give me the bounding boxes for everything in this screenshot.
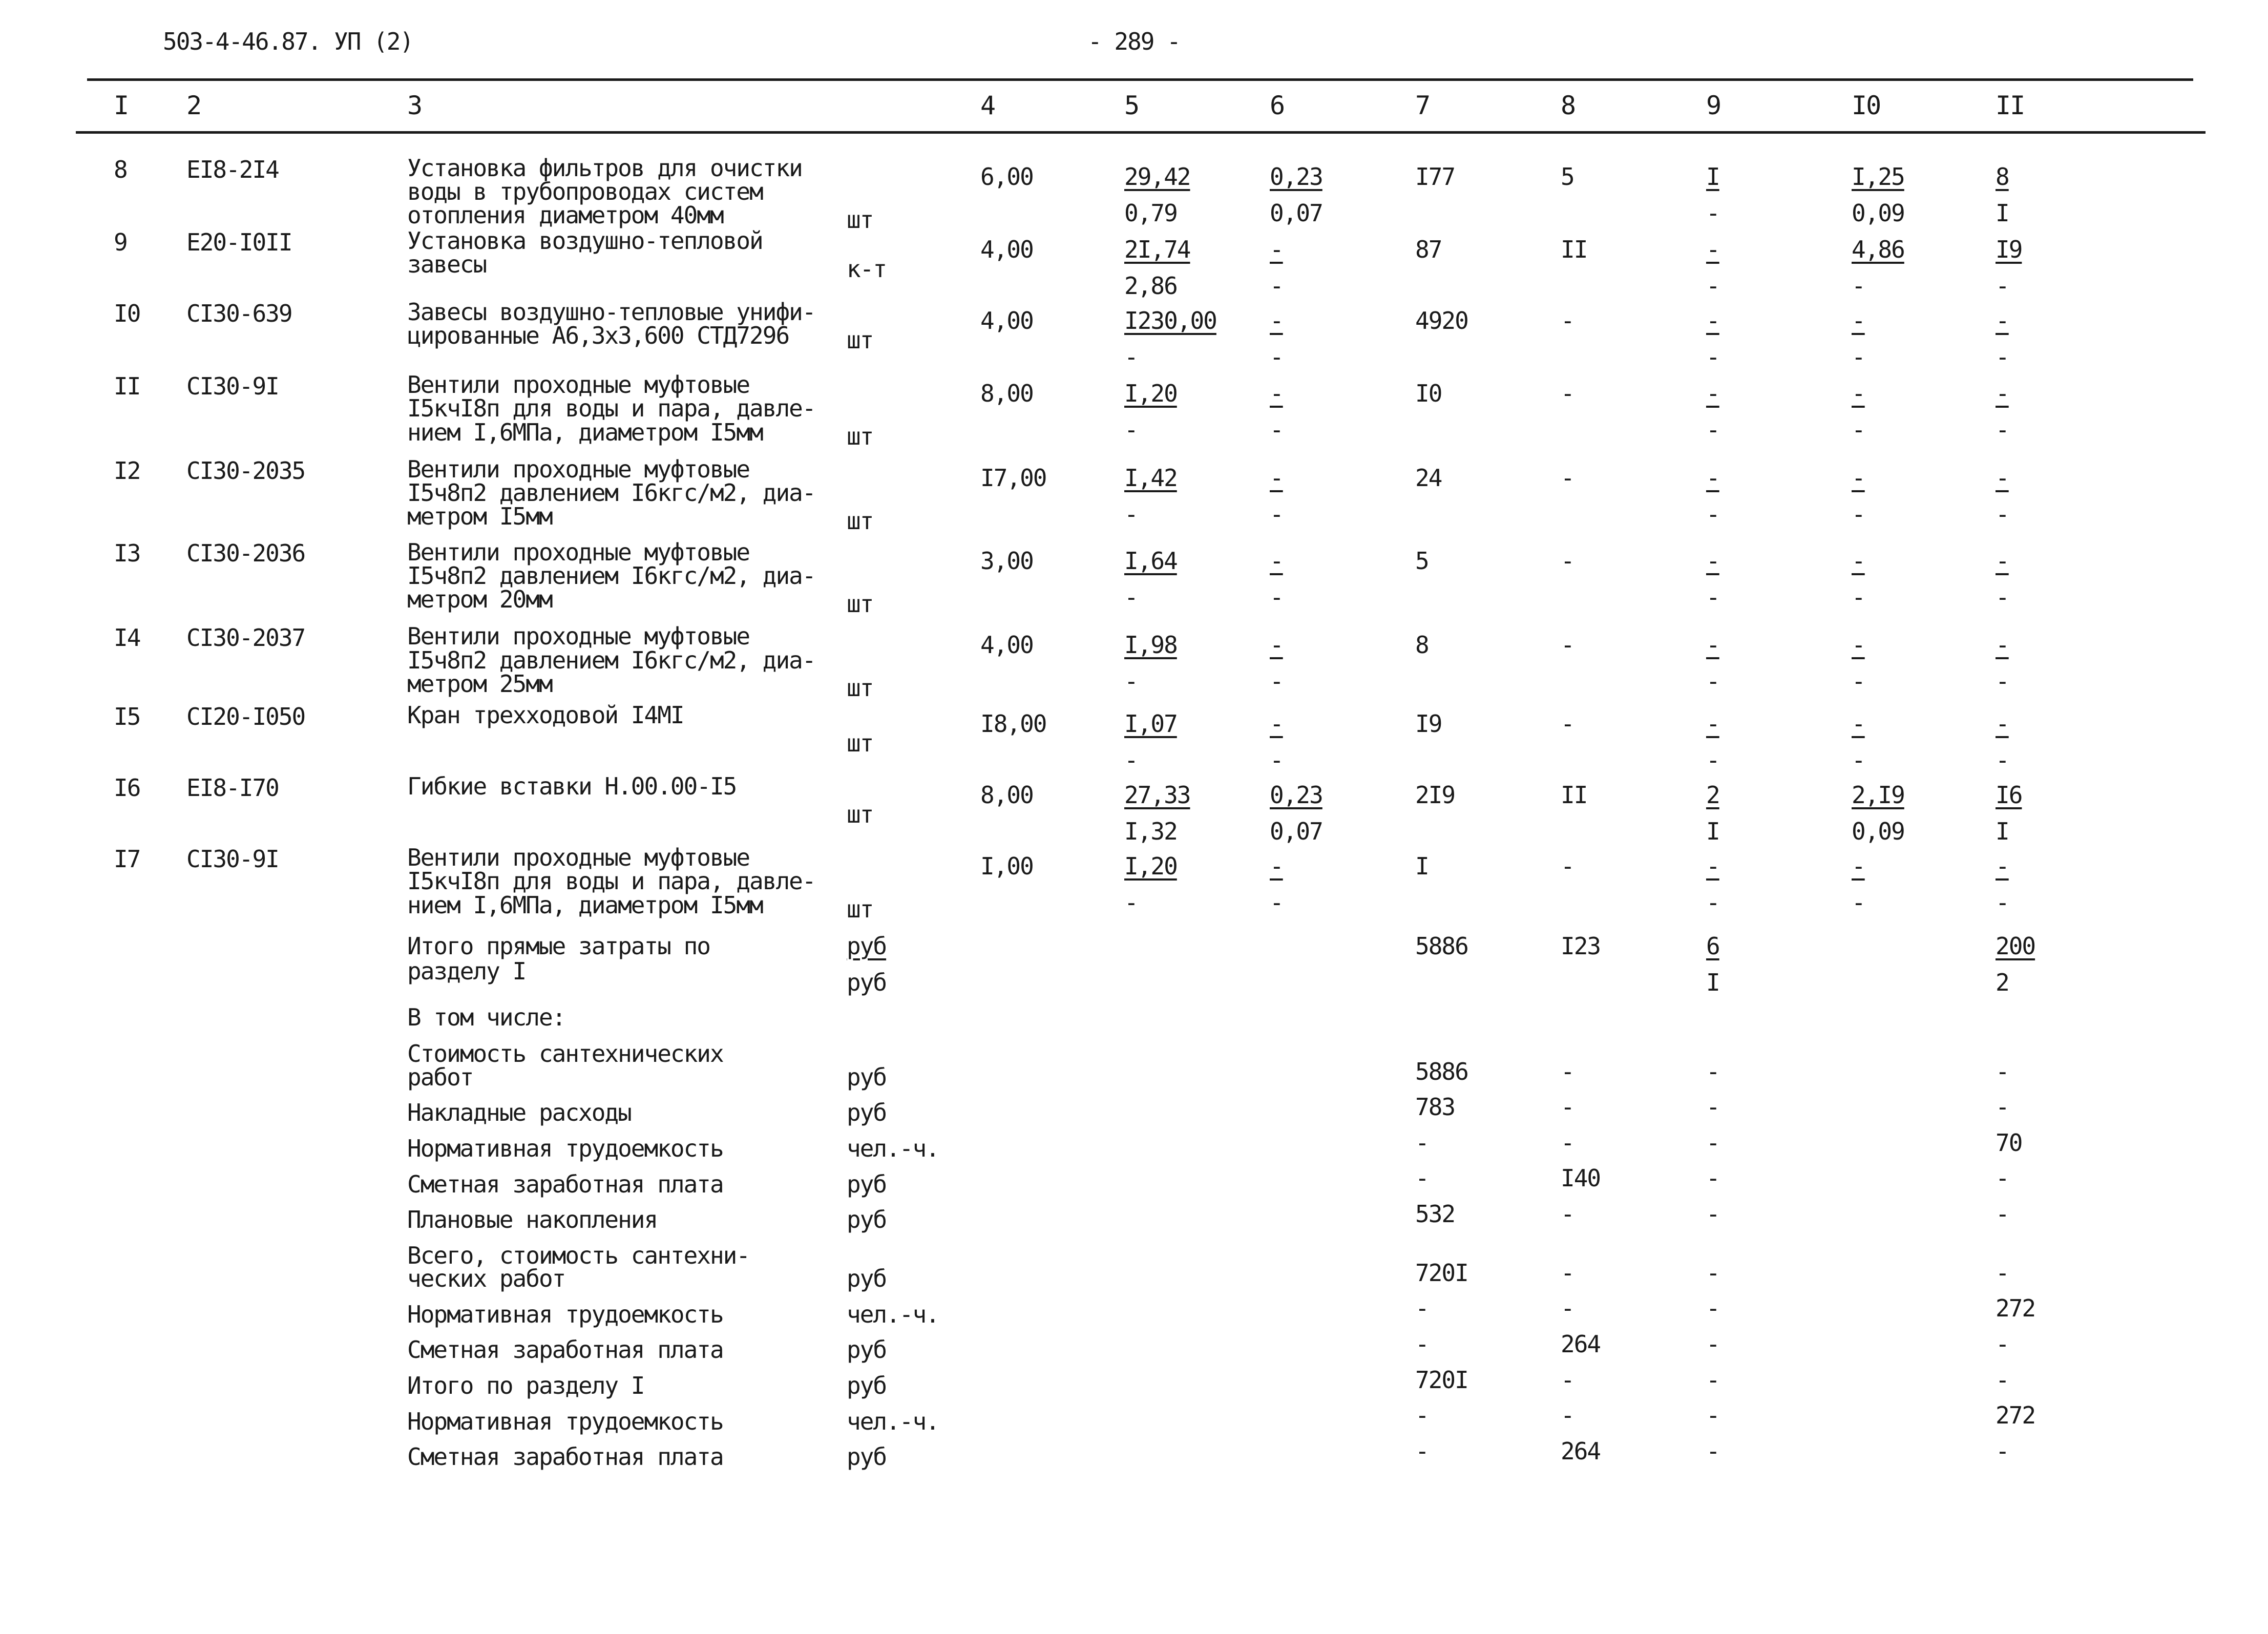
- direct-total-col11-bottom: 2: [1996, 969, 2009, 996]
- page-number: - 289 -: [1088, 28, 1180, 55]
- summary-label: Нормативная трудоемкость: [407, 1408, 723, 1435]
- row-description: Гибкие вставки Н.00.00-I5: [407, 772, 737, 800]
- column-header-4: 4: [980, 91, 995, 120]
- row-code: CI30-9I: [186, 372, 279, 400]
- summary-col8: -: [1561, 1058, 1574, 1085]
- row-description: Кран трехходовой I4МI: [407, 701, 684, 729]
- row-col6-top: -: [1270, 710, 1283, 738]
- summary-label: Нормативная трудоемкость: [407, 1301, 723, 1328]
- summary-col7: -: [1415, 1164, 1429, 1192]
- summary-unit: чел.-ч.: [847, 1301, 939, 1328]
- summary-col11: -: [1996, 1259, 2009, 1287]
- row-total-cost: 4920: [1415, 307, 1468, 334]
- row-description: метром I5мм: [407, 502, 552, 530]
- row-col8: 5: [1561, 163, 1574, 191]
- row-description: Вентили проходные муфтовые: [407, 371, 750, 399]
- row-col6-top: 0,23: [1270, 781, 1322, 809]
- row-total-cost: I: [1415, 852, 1429, 880]
- summary-col11: -: [1996, 1200, 2009, 1228]
- row-unit-cost-bottom: -: [1124, 889, 1138, 916]
- row-number: I2: [114, 457, 140, 485]
- row-code: CI30-2035: [186, 457, 305, 485]
- row-unit: шт: [847, 801, 873, 828]
- row-quantity: 4,00: [980, 236, 1033, 263]
- row-col10-bottom: -: [1852, 416, 1865, 444]
- column-header-9: 9: [1706, 91, 1721, 120]
- summary-label: Всего, стоимость сантехни-: [407, 1242, 750, 1269]
- row-col9-bottom: I: [1706, 818, 1719, 845]
- summary-col7: -: [1415, 1401, 1429, 1429]
- row-col11-bottom: -: [1996, 416, 2009, 444]
- row-col11-bottom: -: [1996, 272, 2009, 300]
- summary-unit: руб: [847, 1372, 887, 1399]
- summary-col7: 783: [1415, 1093, 1455, 1121]
- summary-label: Сметная заработная плата: [407, 1336, 723, 1364]
- summary-col8: -: [1561, 1401, 1574, 1429]
- row-quantity: 8,00: [980, 380, 1033, 407]
- row-col9-top: 2: [1706, 781, 1719, 809]
- direct-total-col9-top: 6: [1706, 932, 1719, 960]
- column-header-2: 2: [186, 91, 201, 120]
- summary-col7: -: [1415, 1437, 1429, 1465]
- summary-col9: -: [1706, 1058, 1719, 1085]
- row-col8: -: [1561, 852, 1574, 880]
- row-description: I5кчI8п для воды и пара, давле-: [407, 394, 815, 422]
- row-col6-top: -: [1270, 236, 1283, 263]
- row-col6-bottom: -: [1270, 416, 1283, 444]
- table-top-rule: [87, 78, 2193, 81]
- row-col9-bottom: -: [1706, 416, 1719, 444]
- row-description: Вентили проходные муфтовые: [407, 538, 750, 566]
- row-unit-cost-top: I,42: [1124, 464, 1177, 492]
- row-col10-top: 2,I9: [1852, 781, 1904, 809]
- summary-label: Сметная заработная плата: [407, 1443, 723, 1471]
- summary-col9: -: [1706, 1294, 1719, 1322]
- row-code: EI8-2I4: [186, 156, 279, 183]
- column-header-3: 3: [407, 91, 422, 120]
- summary-col11: 70: [1996, 1129, 2022, 1157]
- column-header-10: I0: [1852, 91, 1881, 120]
- row-description: Вентили проходные муфтовые: [407, 622, 750, 650]
- row-description: метром 25мм: [407, 670, 552, 698]
- row-col6-bottom: -: [1270, 343, 1283, 371]
- row-unit: шт: [847, 326, 873, 354]
- summary-col8: I40: [1561, 1164, 1601, 1192]
- row-col9-bottom: -: [1706, 343, 1719, 371]
- row-number: 8: [114, 156, 127, 183]
- summary-col7: 720I: [1415, 1366, 1468, 1394]
- summary-col9: -: [1706, 1200, 1719, 1228]
- direct-total-col9-bottom: I: [1706, 969, 1719, 996]
- row-quantity: I8,00: [980, 710, 1046, 738]
- row-unit-cost-bottom: -: [1124, 500, 1138, 528]
- row-col6-top: -: [1270, 380, 1283, 407]
- row-col9-bottom: -: [1706, 500, 1719, 528]
- column-header-1: I: [114, 91, 129, 120]
- header-bottom-rule: [76, 131, 2206, 134]
- direct-total-label: Итого прямые затраты по: [407, 932, 710, 960]
- row-unit-cost-bottom: -: [1124, 343, 1138, 371]
- summary-col7: 720I: [1415, 1259, 1468, 1287]
- row-col11-top: -: [1996, 710, 2009, 738]
- row-number: I7: [114, 845, 140, 873]
- row-unit-cost-top: I230,00: [1124, 307, 1216, 334]
- row-unit: шт: [847, 507, 873, 535]
- row-description: I5ч8п2 давлением I6кгс/м2, диа-: [407, 562, 815, 590]
- row-description: завесы: [407, 250, 487, 278]
- summary-col11: -: [1996, 1058, 2009, 1085]
- row-col6-bottom: -: [1270, 667, 1283, 695]
- row-col9-top: -: [1706, 307, 1719, 334]
- summary-col9: -: [1706, 1093, 1719, 1121]
- row-description: отопления диаметром 40мм: [407, 201, 723, 229]
- row-col6-top: -: [1270, 307, 1283, 334]
- summary-col9: -: [1706, 1401, 1719, 1429]
- row-description: цированные А6,3х3,600 СТД7296: [407, 322, 789, 349]
- row-unit-cost-top: 2I,74: [1124, 236, 1190, 263]
- row-description: метром 20мм: [407, 585, 552, 613]
- row-code: CI30-2037: [186, 624, 305, 652]
- row-col11-top: -: [1996, 631, 2009, 659]
- row-unit-cost-top: 29,42: [1124, 163, 1190, 191]
- row-col9-bottom: -: [1706, 272, 1719, 300]
- summary-col9: -: [1706, 1259, 1719, 1287]
- row-col8: -: [1561, 380, 1574, 407]
- summary-unit: руб: [847, 1170, 887, 1198]
- row-col10-bottom: 0,09: [1852, 199, 1904, 227]
- row-col8: II: [1561, 781, 1587, 809]
- summary-col8: 264: [1561, 1330, 1601, 1358]
- row-col6-top: -: [1270, 547, 1283, 575]
- row-col9-top: -: [1706, 236, 1719, 263]
- row-col11-top: -: [1996, 380, 2009, 407]
- row-code: CI20-I050: [186, 703, 305, 730]
- row-description: воды в трубопроводах систем: [407, 178, 763, 205]
- summary-col7: -: [1415, 1330, 1429, 1358]
- row-quantity: 3,00: [980, 547, 1033, 575]
- row-description: Завесы воздушно-тепловые унифи-: [407, 298, 815, 326]
- row-col11-bottom: -: [1996, 667, 2009, 695]
- row-unit: шт: [847, 590, 873, 618]
- summary-unit: чел.-ч.: [847, 1408, 939, 1435]
- row-col11-bottom: I: [1996, 818, 2009, 845]
- row-code: EI8-I70: [186, 774, 279, 802]
- row-code: CI30-9I: [186, 845, 279, 873]
- row-total-cost: 5: [1415, 547, 1429, 575]
- summary-col8: -: [1561, 1366, 1574, 1394]
- row-unit-cost-top: I,98: [1124, 631, 1177, 659]
- row-description: Вентили проходные муфтовые: [407, 844, 750, 871]
- summary-label: ческих работ: [407, 1265, 565, 1292]
- row-col6-top: -: [1270, 852, 1283, 880]
- row-total-cost: I9: [1415, 710, 1442, 738]
- column-header-6: 6: [1270, 91, 1285, 120]
- row-col6-bottom: 0,07: [1270, 199, 1322, 227]
- row-unit-cost-bottom: -: [1124, 746, 1138, 774]
- row-unit-cost-top: I,20: [1124, 852, 1177, 880]
- row-col8: -: [1561, 464, 1574, 492]
- direct-total-unit: руб: [847, 969, 887, 996]
- row-col11-top: -: [1996, 547, 2009, 575]
- summary-col8: -: [1561, 1294, 1574, 1322]
- row-col10-bottom: -: [1852, 667, 1865, 695]
- row-col10-top: -: [1852, 547, 1865, 575]
- row-quantity: 4,00: [980, 631, 1033, 659]
- summary-col8: -: [1561, 1093, 1574, 1121]
- row-col10-bottom: -: [1852, 343, 1865, 371]
- summary-col9: -: [1706, 1330, 1719, 1358]
- row-unit-cost-top: I,20: [1124, 380, 1177, 407]
- row-col10-top: -: [1852, 307, 1865, 334]
- summary-col11: 272: [1996, 1401, 2035, 1429]
- row-unit: шт: [847, 423, 873, 450]
- row-col10-top: -: [1852, 464, 1865, 492]
- summary-col11: -: [1996, 1366, 2009, 1394]
- direct-total-col8: I23: [1561, 932, 1601, 960]
- summary-label: работ: [407, 1063, 473, 1091]
- row-unit-cost-bottom: 2,86: [1124, 272, 1177, 300]
- row-unit: шт: [847, 895, 873, 923]
- summary-label: Сметная заработная плата: [407, 1170, 723, 1198]
- column-header-11: II: [1996, 91, 2025, 120]
- row-col11-bottom: I: [1996, 199, 2009, 227]
- row-col10-top: -: [1852, 631, 1865, 659]
- row-col10-top: -: [1852, 852, 1865, 880]
- column-header-8: 8: [1561, 91, 1576, 120]
- row-col8: -: [1561, 307, 1574, 334]
- row-code: CI30-2036: [186, 539, 305, 567]
- row-col9-bottom: -: [1706, 889, 1719, 916]
- row-quantity: I7,00: [980, 464, 1046, 492]
- row-quantity: 8,00: [980, 781, 1033, 809]
- row-col9-top: -: [1706, 852, 1719, 880]
- row-code: E20-I0II: [186, 228, 292, 256]
- summary-unit: руб: [847, 1099, 887, 1126]
- row-col8: -: [1561, 710, 1574, 738]
- direct-total-col11-top: 200: [1996, 932, 2035, 960]
- row-unit-cost-bottom: -: [1124, 667, 1138, 695]
- summary-col8: -: [1561, 1200, 1574, 1228]
- summary-unit: руб: [847, 1336, 887, 1364]
- row-total-cost: I0: [1415, 380, 1442, 407]
- row-col6-bottom: -: [1270, 746, 1283, 774]
- row-quantity: 4,00: [980, 307, 1033, 334]
- row-col9-top: -: [1706, 547, 1719, 575]
- summary-label: Нормативная трудоемкость: [407, 1135, 723, 1162]
- direct-total-col7: 5886: [1415, 932, 1468, 960]
- column-header-5: 5: [1124, 91, 1139, 120]
- row-unit-cost-bottom: -: [1124, 583, 1138, 611]
- row-unit-cost-bottom: I,32: [1124, 818, 1177, 845]
- row-col9-bottom: -: [1706, 746, 1719, 774]
- row-col11-top: -: [1996, 852, 2009, 880]
- summary-unit: руб: [847, 1443, 887, 1471]
- row-col6-bottom: -: [1270, 272, 1283, 300]
- summary-col8: 264: [1561, 1437, 1601, 1465]
- row-col10-bottom: -: [1852, 746, 1865, 774]
- row-col11-bottom: -: [1996, 889, 2009, 916]
- summary-col11: -: [1996, 1093, 2009, 1121]
- row-quantity: 6,00: [980, 163, 1033, 191]
- row-description: I5ч8п2 давлением I6кгс/м2, диа-: [407, 479, 815, 507]
- row-number: 9: [114, 228, 127, 256]
- row-col10-bottom: -: [1852, 889, 1865, 916]
- row-col6-top: -: [1270, 631, 1283, 659]
- row-col9-top: I: [1706, 163, 1719, 191]
- row-unit-cost-top: I,64: [1124, 547, 1177, 575]
- row-col10-top: I,25: [1852, 163, 1904, 191]
- row-number: I3: [114, 539, 140, 567]
- row-number: I0: [114, 300, 140, 327]
- row-col11-top: 8: [1996, 163, 2009, 191]
- row-col9-bottom: -: [1706, 583, 1719, 611]
- summary-label: Плановые накопления: [407, 1206, 658, 1233]
- summary-col9: -: [1706, 1366, 1719, 1394]
- row-col10-top: 4,86: [1852, 236, 1904, 263]
- summary-col9: -: [1706, 1437, 1719, 1465]
- summary-unit: чел.-ч.: [847, 1135, 939, 1162]
- row-unit-cost-top: 27,33: [1124, 781, 1190, 809]
- row-description: Вентили проходные муфтовые: [407, 455, 750, 483]
- row-col9-top: -: [1706, 380, 1719, 407]
- row-description: Установка фильтров для очистки: [407, 154, 802, 182]
- row-unit: шт: [847, 674, 873, 702]
- summary-col9: -: [1706, 1164, 1719, 1192]
- summary-unit: руб: [847, 1265, 887, 1292]
- row-col9-top: -: [1706, 631, 1719, 659]
- row-col10-bottom: -: [1852, 583, 1865, 611]
- row-col11-bottom: -: [1996, 500, 2009, 528]
- row-col11-top: -: [1996, 307, 2009, 334]
- row-unit: шт: [847, 729, 873, 757]
- row-number: II: [114, 372, 140, 400]
- row-col9-top: -: [1706, 464, 1719, 492]
- summary-col7: 532: [1415, 1200, 1455, 1228]
- row-description: Установка воздушно-тепловой: [407, 227, 763, 255]
- row-col6-top: 0,23: [1270, 163, 1322, 191]
- summary-col11: 272: [1996, 1294, 2035, 1322]
- row-col9-top: -: [1706, 710, 1719, 738]
- direct-total-label: разделу I: [407, 957, 526, 985]
- row-total-cost: 87: [1415, 236, 1442, 263]
- row-col10-top: -: [1852, 380, 1865, 407]
- row-col11-bottom: -: [1996, 583, 2009, 611]
- row-quantity: I,00: [980, 852, 1033, 880]
- row-col11-bottom: -: [1996, 343, 2009, 371]
- row-col9-bottom: -: [1706, 199, 1719, 227]
- row-unit: шт: [847, 206, 873, 234]
- row-col11-top: -: [1996, 464, 2009, 492]
- row-unit-cost-bottom: -: [1124, 416, 1138, 444]
- summary-col8: -: [1561, 1259, 1574, 1287]
- row-col8: II: [1561, 236, 1587, 263]
- summary-col11: -: [1996, 1437, 2009, 1465]
- row-col11-bottom: -: [1996, 746, 2009, 774]
- row-col6-bottom: -: [1270, 500, 1283, 528]
- direct-total-unit: руб: [847, 932, 887, 960]
- summary-unit: руб: [847, 1206, 887, 1233]
- column-header-7: 7: [1415, 91, 1430, 120]
- row-description: I5ч8п2 давлением I6кгс/м2, диа-: [407, 646, 815, 674]
- row-col9-bottom: -: [1706, 667, 1719, 695]
- summary-label: Стоимость сантехнических: [407, 1040, 723, 1067]
- row-number: I4: [114, 624, 140, 652]
- summary-label: Итого по разделу I: [407, 1372, 644, 1399]
- row-col6-bottom: 0,07: [1270, 818, 1322, 845]
- row-col6-bottom: -: [1270, 889, 1283, 916]
- row-description: I5кчI8п для воды и пара, давле-: [407, 867, 815, 895]
- row-col11-top: I6: [1996, 781, 2022, 809]
- summary-unit: руб: [847, 1063, 887, 1091]
- row-total-cost: 2I9: [1415, 781, 1455, 809]
- row-number: I5: [114, 703, 140, 730]
- row-description: нием I,6МПа, диаметром I5мм: [407, 418, 763, 446]
- row-col8: -: [1561, 631, 1574, 659]
- summary-col7: 5886: [1415, 1058, 1468, 1085]
- row-number: I6: [114, 774, 140, 802]
- row-description: нием I,6МПа, диаметром I5мм: [407, 891, 763, 919]
- summary-col9: -: [1706, 1129, 1719, 1157]
- row-total-cost: I77: [1415, 163, 1455, 191]
- doc-code: 503-4-46.87. УП (2): [163, 28, 413, 55]
- row-col10-top: -: [1852, 710, 1865, 738]
- including-label: В том числе:: [407, 1003, 565, 1031]
- row-col8: -: [1561, 547, 1574, 575]
- row-col10-bottom: -: [1852, 272, 1865, 300]
- summary-col11: -: [1996, 1164, 2009, 1192]
- row-total-cost: 8: [1415, 631, 1429, 659]
- summary-col7: -: [1415, 1129, 1429, 1157]
- summary-col7: -: [1415, 1294, 1429, 1322]
- row-col6-top: -: [1270, 464, 1283, 492]
- row-unit-cost-bottom: 0,79: [1124, 199, 1177, 227]
- summary-col11: -: [1996, 1330, 2009, 1358]
- row-total-cost: 24: [1415, 464, 1442, 492]
- row-col10-bottom: -: [1852, 500, 1865, 528]
- summary-label: Накладные расходы: [407, 1099, 631, 1126]
- row-col11-top: I9: [1996, 236, 2022, 263]
- summary-col8: -: [1561, 1129, 1574, 1157]
- row-col10-bottom: 0,09: [1852, 818, 1904, 845]
- row-col6-bottom: -: [1270, 583, 1283, 611]
- row-unit-cost-top: I,07: [1124, 710, 1177, 738]
- row-unit: к-т: [847, 255, 887, 283]
- row-code: CI30-639: [186, 300, 292, 327]
